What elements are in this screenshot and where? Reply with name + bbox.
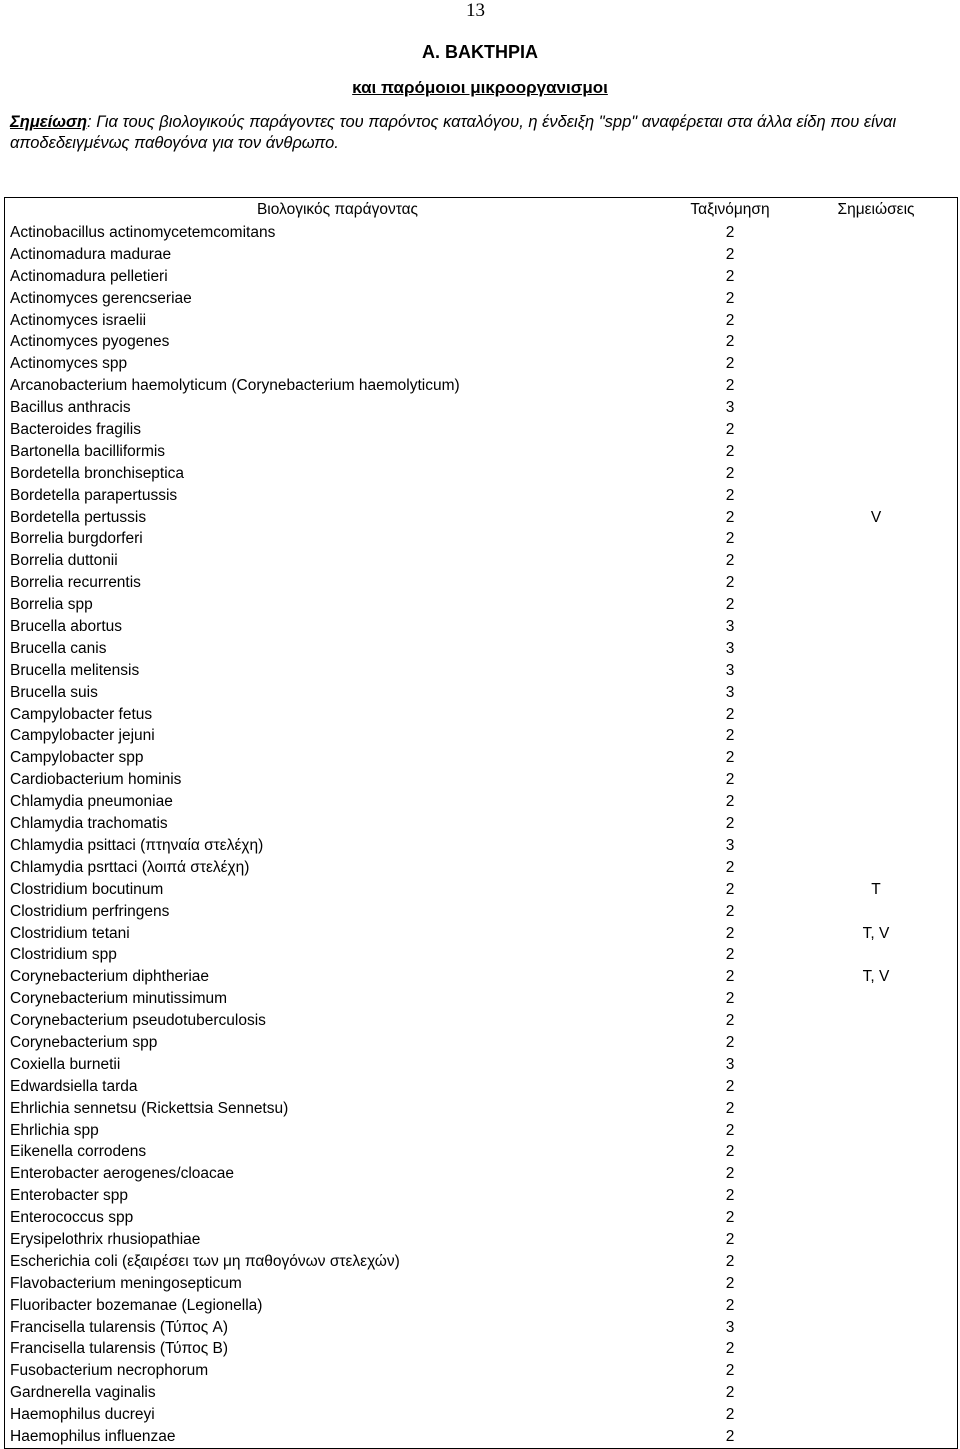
classification-cell: 2 <box>725 1340 735 1358</box>
notes-cell <box>795 1054 957 1076</box>
notes-cell: V <box>870 508 882 526</box>
agent-name-cell: Chlamydia psrttaci (λοιπά στελέχη) <box>10 858 250 876</box>
notes-cell: T <box>871 880 881 898</box>
notes-cell <box>795 485 957 507</box>
notes-cell <box>795 1251 957 1273</box>
note-label: Σημείωση <box>10 113 88 131</box>
agent-name-cell: Bacteroides fragilis <box>10 421 141 439</box>
notes-cell: T, V <box>862 924 890 942</box>
classification-cell: 2 <box>725 1165 735 1183</box>
agent-name-cell: Corynebacterium diphtheriae <box>10 968 210 986</box>
notes-cell <box>795 1317 957 1339</box>
classification-cell: 2 <box>725 596 735 614</box>
table-row <box>5 704 957 726</box>
table-row <box>5 331 957 353</box>
section-title: Α. ΒΑΚΤΗΡΙΑ <box>422 42 538 62</box>
agent-name-cell: Campylobacter spp <box>10 749 144 767</box>
agent-name-cell: Escherichia coli (εξαιρέσει των μη παθογόνων στελεχών) <box>10 1252 400 1270</box>
classification-cell: 2 <box>725 793 735 811</box>
agent-name-cell: Clostridium spp <box>10 946 117 964</box>
table-row <box>5 375 957 397</box>
classification-cell: 2 <box>725 1230 735 1248</box>
table-row <box>5 1098 957 1120</box>
classification-cell: 2 <box>725 464 735 482</box>
agent-name-cell: Francisella tularensis (Τύπος A) <box>10 1318 229 1336</box>
classification-cell: 2 <box>725 749 735 767</box>
classification-cell: 3 <box>725 1055 735 1073</box>
table-row <box>5 638 957 660</box>
notes-cell <box>795 441 957 463</box>
classification-cell: 2 <box>725 224 735 241</box>
agent-name-cell: Campylobacter jejuni <box>10 727 155 745</box>
agent-name-cell: Borrelia duttonii <box>10 552 118 570</box>
notes-cell <box>795 791 957 813</box>
notes-cell: T, V <box>862 968 890 986</box>
header-notes: Σημειώσεις <box>837 201 915 218</box>
agent-name-cell: Enterococcus spp <box>10 1209 134 1227</box>
classification-cell: 3 <box>725 399 735 417</box>
agent-name-cell: Actinobacillus actinomycetemcomitans <box>10 224 276 241</box>
table-row <box>5 835 957 857</box>
table-row <box>5 1426 957 1448</box>
classification-cell: 2 <box>725 574 735 592</box>
agent-name-cell: Haemophilus ducreyi <box>10 1406 155 1424</box>
notes-cell <box>795 638 957 660</box>
agent-name-cell: Enterobacter spp <box>10 1187 129 1205</box>
note-paragraph <box>10 112 955 154</box>
table-row <box>5 682 957 704</box>
notes-cell <box>795 988 957 1010</box>
notes-cell <box>795 1229 957 1251</box>
classification-cell: 2 <box>725 421 735 439</box>
classification-cell: 2 <box>725 289 735 307</box>
agent-name-cell: Coxiella burnetii <box>10 1055 121 1073</box>
agent-name-cell: Edwardsiella tarda <box>10 1077 138 1095</box>
agent-name-cell: Bordetella bronchiseptica <box>10 464 185 482</box>
notes-cell <box>795 310 957 332</box>
classification-cell: 2 <box>725 990 735 1008</box>
agent-name-cell: Actinomyces israelii <box>10 311 147 329</box>
agent-name-cell: Chlamydia psittaci (πτηναία στελέχη) <box>10 836 264 854</box>
notes-cell <box>795 1338 957 1360</box>
notes-cell <box>795 375 957 397</box>
table-row <box>5 485 957 507</box>
table-row <box>5 747 957 769</box>
notes-cell <box>795 747 957 769</box>
agent-name-cell: Bacillus anthracis <box>10 399 131 417</box>
classification-cell: 3 <box>725 836 735 854</box>
notes-cell <box>795 572 957 594</box>
notes-cell <box>795 813 957 835</box>
classification-cell: 2 <box>725 530 735 548</box>
classification-cell: 2 <box>725 1209 735 1227</box>
agent-name-cell: Actinomyces pyogenes <box>10 333 170 351</box>
agent-name-cell: Bartonella bacilliformis <box>10 442 166 460</box>
classification-cell: 2 <box>725 771 735 789</box>
table-row <box>5 1251 957 1273</box>
table-row <box>5 1404 957 1426</box>
classification-cell: 2 <box>725 1077 735 1095</box>
classification-cell: 2 <box>725 880 735 898</box>
notes-cell <box>795 397 957 419</box>
notes-cell <box>795 266 957 288</box>
classification-cell: 2 <box>725 245 735 263</box>
notes-cell <box>795 1163 957 1185</box>
agent-name-cell: Erysipelothrix rhusiopathiae <box>10 1230 201 1248</box>
table-row <box>5 397 957 419</box>
notes-cell <box>795 419 957 441</box>
notes-cell <box>795 550 957 572</box>
agent-name-cell: Eikenella corrodens <box>10 1143 147 1161</box>
classification-cell: 2 <box>725 815 735 833</box>
classification-cell: 2 <box>725 442 735 460</box>
agent-name-cell: Fusobacterium necrophorum <box>10 1362 209 1380</box>
classification-cell: 2 <box>725 705 735 723</box>
notes-cell <box>795 1032 957 1054</box>
notes-cell <box>795 704 957 726</box>
notes-cell <box>795 1010 957 1032</box>
notes-cell <box>795 594 957 616</box>
agent-name-cell: Clostridium tetani <box>10 924 130 942</box>
notes-cell <box>795 1185 957 1207</box>
classification-cell: 2 <box>725 1121 735 1139</box>
table-row <box>5 769 957 791</box>
agent-name-cell: Actinomyces spp <box>10 355 128 373</box>
agent-name-cell: Brucella canis <box>10 639 107 657</box>
classification-cell: 2 <box>725 924 735 942</box>
notes-cell <box>795 1098 957 1120</box>
classification-cell: 2 <box>725 1362 735 1380</box>
table-header-row <box>5 198 957 222</box>
agent-name-cell: Bordetella parapertussis <box>10 486 178 504</box>
table-row <box>5 266 957 288</box>
classification-cell: 2 <box>725 552 735 570</box>
classification-cell: 2 <box>725 355 735 373</box>
notes-cell <box>795 1076 957 1098</box>
agent-name-cell: Actinomadura madurae <box>10 245 172 263</box>
classification-cell: 2 <box>725 1033 735 1051</box>
table-row <box>5 1207 957 1229</box>
agent-name-cell: Borrelia spp <box>10 596 93 614</box>
agent-name-cell: Ehrlichia spp <box>10 1121 99 1139</box>
classification-cell: 2 <box>725 1252 735 1270</box>
notes-cell <box>795 222 957 244</box>
agent-name-cell: Campylobacter fetus <box>10 705 153 723</box>
header-classification: Ταξινόμηση <box>690 201 770 218</box>
table-body <box>5 222 957 1448</box>
notes-cell <box>795 1382 957 1404</box>
classification-cell: 2 <box>725 1099 735 1117</box>
classification-cell: 2 <box>725 508 735 526</box>
classification-cell: 2 <box>725 267 735 285</box>
table-row <box>5 310 957 332</box>
notes-cell <box>795 288 957 310</box>
notes-cell <box>795 682 957 704</box>
table-row <box>5 1141 957 1163</box>
classification-cell: 2 <box>725 1012 735 1030</box>
notes-cell <box>795 1273 957 1295</box>
section-subtitle: και παρόμοιοι μικροοργανισμοι <box>352 78 608 97</box>
table-row <box>5 507 957 529</box>
agent-name-cell: Corynebacterium spp <box>10 1033 158 1051</box>
notes-cell <box>795 244 957 266</box>
agent-name-cell: Corynebacterium pseudotuberculosis <box>10 1012 266 1030</box>
notes-cell <box>795 660 957 682</box>
table-row <box>5 813 957 835</box>
notes-cell <box>795 1426 957 1448</box>
notes-cell <box>795 528 957 550</box>
table-row <box>5 288 957 310</box>
classification-cell: 2 <box>725 1406 735 1424</box>
notes-cell <box>795 769 957 791</box>
classification-cell: 2 <box>725 727 735 745</box>
classification-cell: 2 <box>725 1427 735 1445</box>
table-row <box>5 923 957 945</box>
table-row <box>5 353 957 375</box>
agent-name-cell: Bordetella pertussis <box>10 508 147 526</box>
notes-cell <box>795 725 957 747</box>
agent-name-cell: Clostridium perfringens <box>10 902 170 920</box>
table-row <box>5 1163 957 1185</box>
biological-agents-table <box>4 197 958 1449</box>
classification-cell: 2 <box>725 486 735 504</box>
agent-name-cell: Clostridium bocutinum <box>10 880 164 898</box>
classification-cell: 3 <box>725 618 735 636</box>
table-row <box>5 1076 957 1098</box>
classification-cell: 2 <box>725 902 735 920</box>
agent-name-cell: Flavobacterium meningosepticum <box>10 1274 242 1292</box>
table-row <box>5 988 957 1010</box>
table-row <box>5 419 957 441</box>
table-row <box>5 244 957 266</box>
notes-cell <box>795 1207 957 1229</box>
classification-cell: 2 <box>725 1187 735 1205</box>
table-row <box>5 725 957 747</box>
table-row <box>5 1120 957 1142</box>
notes-cell <box>795 1360 957 1382</box>
table-row <box>5 791 957 813</box>
table-row <box>5 1295 957 1317</box>
classification-cell: 2 <box>725 946 735 964</box>
classification-cell: 2 <box>725 377 735 395</box>
notes-cell <box>795 835 957 857</box>
agent-name-cell: Enterobacter aerogenes/cloacae <box>10 1165 235 1183</box>
header-agent: Βιολογικός παράγοντας <box>256 201 419 218</box>
classification-cell: 3 <box>725 661 735 679</box>
classification-cell: 2 <box>725 333 735 351</box>
notes-cell <box>795 1141 957 1163</box>
note-text: : Για τους βιολογικούς παράγοντες του παρόντος καταλόγου, η ένδειξη "spp" αναφέρεται στα άλλα είδη που είναι αποδεδειγμένως παθογόνα για τον άνθρωπο. <box>10 113 897 152</box>
agent-name-cell: Arcanobacterium haemolyticum (Corynebacterium haemolyticum) <box>10 377 460 395</box>
table-row <box>5 1273 957 1295</box>
agent-name-cell: Francisella tularensis (Τύπος B) <box>10 1340 229 1358</box>
table-row <box>5 616 957 638</box>
notes-cell <box>795 331 957 353</box>
table-row <box>5 572 957 594</box>
notes-cell <box>795 353 957 375</box>
table-row <box>5 966 957 988</box>
agent-name-cell: Haemophilus influenzae <box>10 1427 176 1445</box>
agent-name-cell: Actinomadura pelletieri <box>10 267 168 285</box>
classification-cell: 2 <box>725 1384 735 1402</box>
classification-cell: 2 <box>725 1296 735 1314</box>
table-row <box>5 1185 957 1207</box>
table-row <box>5 1010 957 1032</box>
classification-cell: 3 <box>725 1318 735 1336</box>
notes-cell <box>795 901 957 923</box>
agent-name-cell: Corynebacterium minutissimum <box>10 990 228 1008</box>
agent-name-cell: Actinomyces gerencseriae <box>10 289 192 307</box>
table-row <box>5 1382 957 1404</box>
classification-cell: 2 <box>725 311 735 329</box>
table-row <box>5 550 957 572</box>
notes-cell <box>795 857 957 879</box>
classification-cell: 2 <box>725 1143 735 1161</box>
agent-name-cell: Borrelia burgdorferi <box>10 530 143 548</box>
table-row <box>5 1032 957 1054</box>
classification-cell: 3 <box>725 683 735 701</box>
agent-name-cell: Gardnerella vaginalis <box>10 1384 156 1402</box>
table-row <box>5 901 957 923</box>
agent-name-cell: Ehrlichia sennetsu (Rickettsia Sennetsu) <box>10 1099 289 1117</box>
page-number: 13 <box>466 0 485 21</box>
notes-cell <box>795 1404 957 1426</box>
classification-cell: 3 <box>725 639 735 657</box>
table-row <box>5 528 957 550</box>
table-row <box>5 857 957 879</box>
notes-cell <box>795 463 957 485</box>
notes-cell <box>795 1295 957 1317</box>
classification-cell: 2 <box>725 1274 735 1292</box>
table-row <box>5 1338 957 1360</box>
table-row <box>5 660 957 682</box>
notes-cell <box>795 944 957 966</box>
agent-name-cell: Borrelia recurrentis <box>10 574 141 592</box>
table-row <box>5 944 957 966</box>
classification-cell: 2 <box>725 968 735 986</box>
notes-cell <box>795 616 957 638</box>
classification-cell: 2 <box>725 858 735 876</box>
table-row <box>5 222 957 244</box>
table-row <box>5 463 957 485</box>
agent-name-cell: Fluoribacter bozemanae (Legionella) <box>10 1296 263 1314</box>
table-row <box>5 1229 957 1251</box>
table-row <box>5 441 957 463</box>
notes-cell <box>795 1120 957 1142</box>
agent-name-cell: Chlamydia trachomatis <box>10 815 168 833</box>
agent-name-cell: Brucella abortus <box>10 618 123 636</box>
agent-name-cell: Brucella melitensis <box>10 661 140 679</box>
table-row <box>5 1054 957 1076</box>
agent-name-cell: Chlamydia pneumoniae <box>10 793 173 811</box>
table-row <box>5 879 957 901</box>
agent-name-cell: Cardiobacterium hominis <box>10 771 182 789</box>
table-row <box>5 594 957 616</box>
agent-name-cell: Brucella suis <box>10 683 98 701</box>
table-row <box>5 1317 957 1339</box>
table-row <box>5 1360 957 1382</box>
